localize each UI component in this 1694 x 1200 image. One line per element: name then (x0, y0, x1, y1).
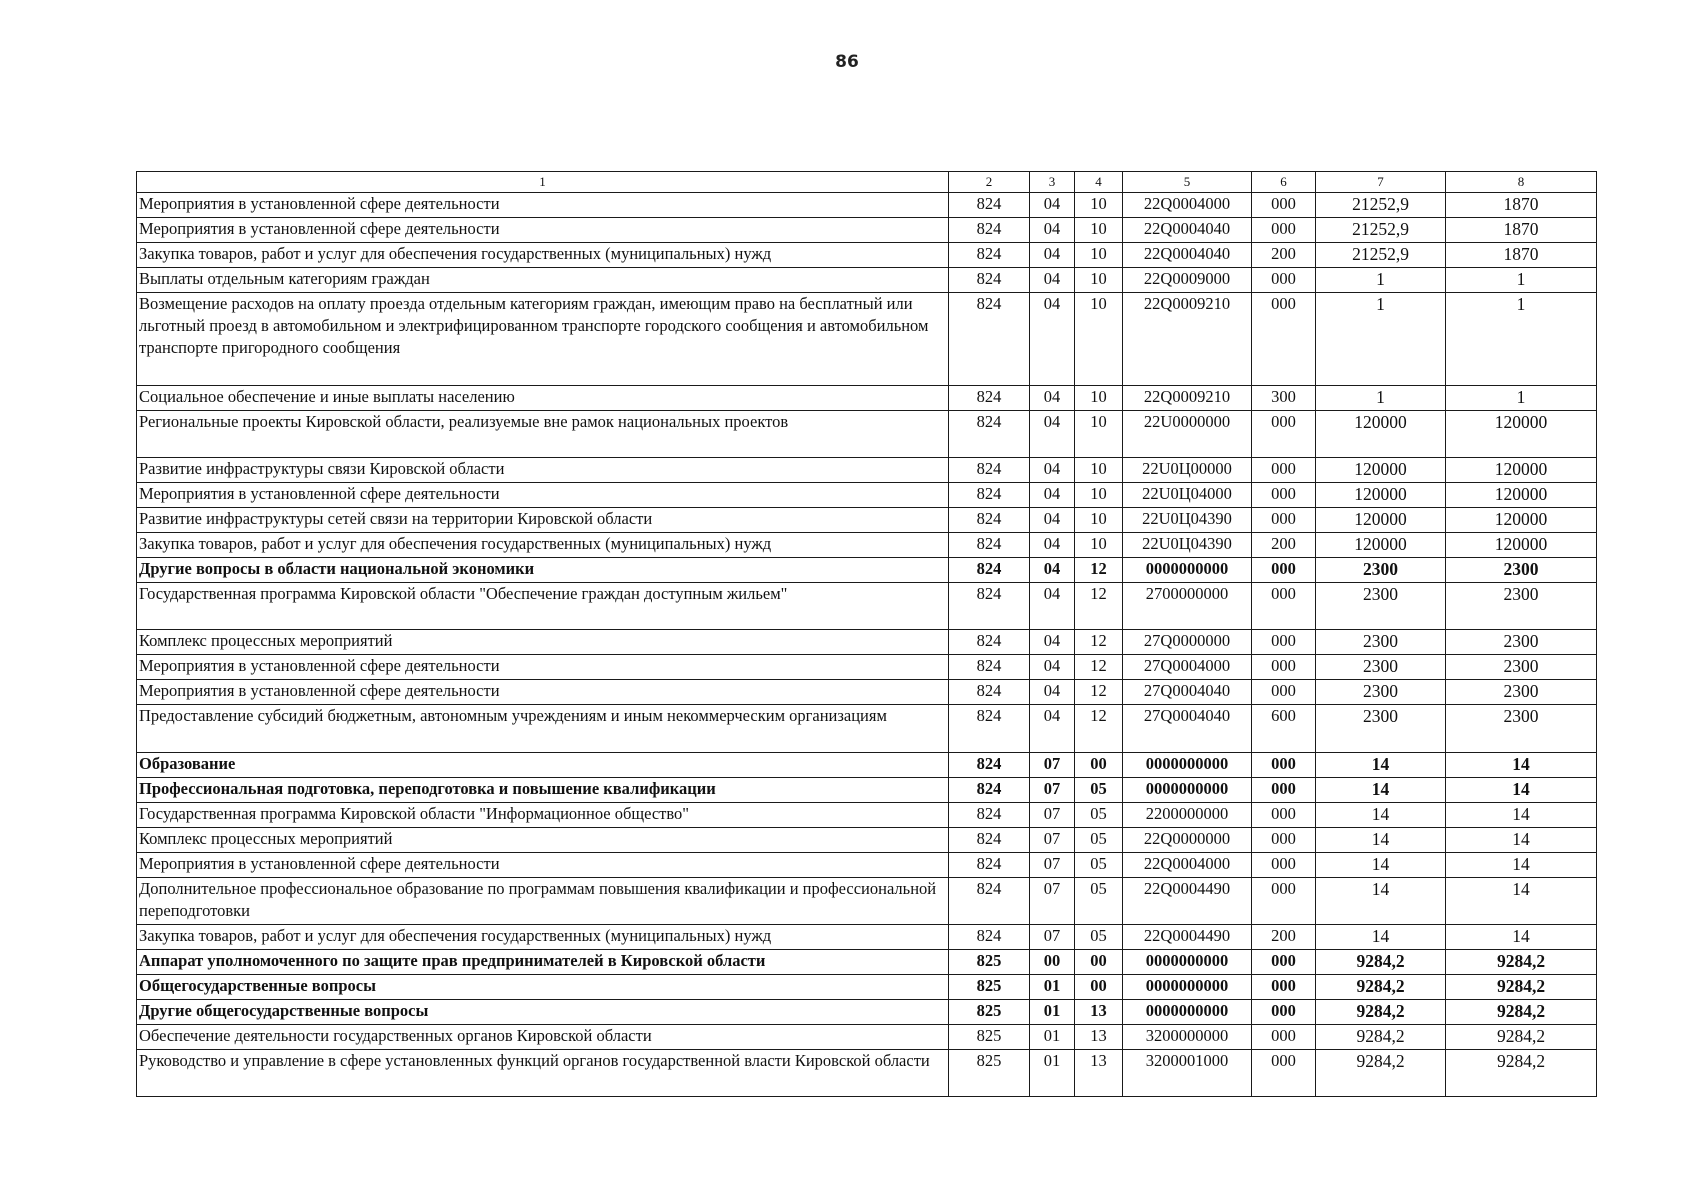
amount-col8: 120000 (1446, 411, 1597, 458)
header-cell-6: 6 (1252, 172, 1316, 193)
row-name: Мероприятия в установленной сфере деятельности (137, 218, 949, 243)
target-article-code: 22Q0004040 (1123, 243, 1252, 268)
subsection-code: 00 (1075, 975, 1123, 1000)
subsection-code: 10 (1075, 386, 1123, 411)
subsection-code: 05 (1075, 828, 1123, 853)
target-article-code: 22Q0004000 (1123, 193, 1252, 218)
amount-col7: 21252,9 (1316, 193, 1446, 218)
section-code: 04 (1030, 193, 1075, 218)
table-row (137, 950, 1597, 975)
ministry-code: 824 (949, 411, 1030, 458)
table-row (137, 411, 1597, 458)
subsection-code: 00 (1075, 950, 1123, 975)
amount-col8: 2300 (1446, 680, 1597, 705)
expense-type-code: 000 (1252, 630, 1316, 655)
table-row (137, 218, 1597, 243)
table-row (137, 803, 1597, 828)
table-row (137, 630, 1597, 655)
row-name: Обеспечение деятельности государственных органов Кировской области (137, 1025, 949, 1050)
section-code: 04 (1030, 411, 1075, 458)
expense-type-code: 000 (1252, 803, 1316, 828)
table-row (137, 533, 1597, 558)
section-code: 07 (1030, 753, 1075, 778)
ministry-code: 824 (949, 878, 1030, 925)
row-name: Закупка товаров, работ и услуг для обеспечения государственных (муниципальных) нужд (137, 533, 949, 558)
amount-col7: 1 (1316, 386, 1446, 411)
section-code: 04 (1030, 483, 1075, 508)
target-article-code: 0000000000 (1123, 778, 1252, 803)
row-name: Руководство и управление в сфере установленных функций органов государственной власти Кировской области (137, 1050, 949, 1097)
subsection-code: 12 (1075, 630, 1123, 655)
expense-type-code: 000 (1252, 853, 1316, 878)
section-code: 01 (1030, 975, 1075, 1000)
expense-type-code: 000 (1252, 828, 1316, 853)
expense-type-code: 000 (1252, 1050, 1316, 1097)
table-row (137, 1000, 1597, 1025)
ministry-code: 824 (949, 583, 1030, 630)
table-row (137, 243, 1597, 268)
ministry-code: 824 (949, 533, 1030, 558)
table-row (137, 483, 1597, 508)
row-name: Социальное обеспечение и иные выплаты населению (137, 386, 949, 411)
amount-col8: 2300 (1446, 705, 1597, 753)
amount-col8: 1870 (1446, 243, 1597, 268)
amount-col7: 2300 (1316, 630, 1446, 655)
amount-col7: 14 (1316, 828, 1446, 853)
section-code: 04 (1030, 583, 1075, 630)
section-code: 04 (1030, 655, 1075, 680)
page-number: 86 (835, 52, 859, 72)
target-article-code: 22Q0004040 (1123, 218, 1252, 243)
subsection-code: 10 (1075, 533, 1123, 558)
row-name: Региональные проекты Кировской области, реализуемые вне рамок национальных проектов (137, 411, 949, 458)
amount-col8: 2300 (1446, 655, 1597, 680)
table-row (137, 853, 1597, 878)
amount-col7: 1 (1316, 293, 1446, 386)
table-row (137, 386, 1597, 411)
row-name: Закупка товаров, работ и услуг для обеспечения государственных (муниципальных) нужд (137, 925, 949, 950)
ministry-code: 824 (949, 853, 1030, 878)
amount-col7: 9284,2 (1316, 1025, 1446, 1050)
row-name: Профессиональная подготовка, переподготовка и повышение квалификации (137, 778, 949, 803)
row-name: Мероприятия в установленной сфере деятельности (137, 655, 949, 680)
amount-col7: 120000 (1316, 411, 1446, 458)
amount-col8: 1870 (1446, 218, 1597, 243)
amount-col8: 14 (1446, 778, 1597, 803)
subsection-code: 10 (1075, 508, 1123, 533)
section-code: 07 (1030, 778, 1075, 803)
ministry-code: 824 (949, 386, 1030, 411)
amount-col7: 14 (1316, 878, 1446, 925)
expense-type-code: 200 (1252, 925, 1316, 950)
ministry-code: 824 (949, 828, 1030, 853)
amount-col7: 2300 (1316, 583, 1446, 630)
row-name: Образование (137, 753, 949, 778)
subsection-code: 10 (1075, 193, 1123, 218)
row-name: Комплекс процессных мероприятий (137, 828, 949, 853)
section-code: 04 (1030, 533, 1075, 558)
header-cell-7: 7 (1316, 172, 1446, 193)
table-row (137, 753, 1597, 778)
header-cell-2: 2 (949, 172, 1030, 193)
amount-col8: 1 (1446, 293, 1597, 386)
subsection-code: 10 (1075, 458, 1123, 483)
target-article-code: 22U0Ц04390 (1123, 508, 1252, 533)
ministry-code: 825 (949, 975, 1030, 1000)
row-name: Мероприятия в установленной сфере деятельности (137, 483, 949, 508)
amount-col8: 14 (1446, 828, 1597, 853)
section-code: 01 (1030, 1000, 1075, 1025)
section-code: 07 (1030, 925, 1075, 950)
amount-col8: 120000 (1446, 483, 1597, 508)
expense-type-code: 000 (1252, 878, 1316, 925)
subsection-code: 10 (1075, 293, 1123, 386)
table-row (137, 268, 1597, 293)
ministry-code: 824 (949, 803, 1030, 828)
amount-col8: 9284,2 (1446, 1050, 1597, 1097)
row-name: Государственная программа Кировской области "Информационное общество" (137, 803, 949, 828)
target-article-code: 3200000000 (1123, 1025, 1252, 1050)
table-row (137, 508, 1597, 533)
subsection-code: 10 (1075, 218, 1123, 243)
amount-col8: 120000 (1446, 508, 1597, 533)
expense-type-code: 000 (1252, 778, 1316, 803)
target-article-code: 0000000000 (1123, 950, 1252, 975)
ministry-code: 825 (949, 1025, 1030, 1050)
row-name: Развитие инфраструктуры связи Кировской области (137, 458, 949, 483)
ministry-code: 824 (949, 778, 1030, 803)
expense-type-code: 000 (1252, 655, 1316, 680)
subsection-code: 05 (1075, 803, 1123, 828)
amount-col8: 1 (1446, 268, 1597, 293)
table-row (137, 655, 1597, 680)
amount-col7: 21252,9 (1316, 218, 1446, 243)
ministry-code: 824 (949, 508, 1030, 533)
table-row (137, 1025, 1597, 1050)
expense-type-code: 000 (1252, 950, 1316, 975)
table-row (137, 680, 1597, 705)
ministry-code: 824 (949, 268, 1030, 293)
ministry-code: 824 (949, 218, 1030, 243)
section-code: 04 (1030, 386, 1075, 411)
ministry-code: 825 (949, 1000, 1030, 1025)
target-article-code: 22Q0009000 (1123, 268, 1252, 293)
amount-col7: 120000 (1316, 533, 1446, 558)
target-article-code: 22Q0004490 (1123, 878, 1252, 925)
row-name: Комплекс процессных мероприятий (137, 630, 949, 655)
amount-col7: 2300 (1316, 655, 1446, 680)
subsection-code: 12 (1075, 558, 1123, 583)
section-code: 04 (1030, 558, 1075, 583)
budget-table (136, 171, 1597, 1097)
section-code: 04 (1030, 458, 1075, 483)
ministry-code: 824 (949, 193, 1030, 218)
amount-col7: 2300 (1316, 680, 1446, 705)
section-code: 04 (1030, 508, 1075, 533)
target-article-code: 22Q0004000 (1123, 853, 1252, 878)
subsection-code: 10 (1075, 268, 1123, 293)
amount-col7: 1 (1316, 268, 1446, 293)
row-name: Мероприятия в установленной сфере деятельности (137, 680, 949, 705)
expense-type-code: 000 (1252, 508, 1316, 533)
section-code: 04 (1030, 218, 1075, 243)
ministry-code: 824 (949, 753, 1030, 778)
ministry-code: 824 (949, 680, 1030, 705)
expense-type-code: 200 (1252, 533, 1316, 558)
amount-col8: 14 (1446, 925, 1597, 950)
amount-col8: 14 (1446, 803, 1597, 828)
expense-type-code: 000 (1252, 483, 1316, 508)
expense-type-code: 300 (1252, 386, 1316, 411)
subsection-code: 12 (1075, 655, 1123, 680)
amount-col8: 1870 (1446, 193, 1597, 218)
amount-col8: 2300 (1446, 630, 1597, 655)
expense-type-code: 000 (1252, 975, 1316, 1000)
table-row (137, 583, 1597, 630)
table-header (137, 172, 1597, 193)
amount-col7: 9284,2 (1316, 1000, 1446, 1025)
ministry-code: 824 (949, 705, 1030, 753)
expense-type-code: 000 (1252, 268, 1316, 293)
target-article-code: 0000000000 (1123, 1000, 1252, 1025)
target-article-code: 2200000000 (1123, 803, 1252, 828)
amount-col7: 120000 (1316, 483, 1446, 508)
subsection-code: 05 (1075, 878, 1123, 925)
section-code: 04 (1030, 630, 1075, 655)
subsection-code: 10 (1075, 411, 1123, 458)
expense-type-code: 000 (1252, 1000, 1316, 1025)
table-row (137, 1050, 1597, 1097)
ministry-code: 824 (949, 293, 1030, 386)
row-name: Государственная программа Кировской области "Обеспечение граждан доступным жильем" (137, 583, 949, 630)
target-article-code: 22Q0000000 (1123, 828, 1252, 853)
amount-col8: 9284,2 (1446, 1025, 1597, 1050)
row-name: Другие общегосударственные вопросы (137, 1000, 949, 1025)
row-name: Закупка товаров, работ и услуг для обеспечения государственных (муниципальных) нужд (137, 243, 949, 268)
amount-col8: 14 (1446, 878, 1597, 925)
header-cell-3: 3 (1030, 172, 1075, 193)
section-code: 07 (1030, 828, 1075, 853)
row-name: Мероприятия в установленной сфере деятельности (137, 853, 949, 878)
subsection-code: 05 (1075, 925, 1123, 950)
section-code: 04 (1030, 293, 1075, 386)
target-article-code: 22U0000000 (1123, 411, 1252, 458)
ministry-code: 824 (949, 630, 1030, 655)
section-code: 01 (1030, 1025, 1075, 1050)
row-name: Мероприятия в установленной сфере деятельности (137, 193, 949, 218)
amount-col8: 14 (1446, 853, 1597, 878)
target-article-code: 0000000000 (1123, 975, 1252, 1000)
table-row (137, 828, 1597, 853)
target-article-code: 27Q0004000 (1123, 655, 1252, 680)
target-article-code: 27Q0004040 (1123, 705, 1252, 753)
subsection-code: 10 (1075, 243, 1123, 268)
subsection-code: 00 (1075, 753, 1123, 778)
target-article-code: 27Q0000000 (1123, 630, 1252, 655)
table-row (137, 293, 1597, 386)
target-article-code: 22U0Ц04390 (1123, 533, 1252, 558)
target-article-code: 0000000000 (1123, 753, 1252, 778)
target-article-code: 22U0Ц00000 (1123, 458, 1252, 483)
ministry-code: 824 (949, 558, 1030, 583)
row-name: Дополнительное профессиональное образование по программам повышения квалификации и профессиональной переподготовки (137, 878, 949, 925)
section-code: 04 (1030, 680, 1075, 705)
amount-col8: 9284,2 (1446, 1000, 1597, 1025)
target-article-code: 22Q0009210 (1123, 386, 1252, 411)
expense-type-code: 000 (1252, 680, 1316, 705)
amount-col7: 14 (1316, 853, 1446, 878)
header-cell-1: 1 (137, 172, 949, 193)
amount-col7: 9284,2 (1316, 975, 1446, 1000)
table-row (137, 458, 1597, 483)
expense-type-code: 000 (1252, 558, 1316, 583)
section-code: 04 (1030, 268, 1075, 293)
amount-col8: 14 (1446, 753, 1597, 778)
table-row (137, 705, 1597, 753)
amount-col7: 120000 (1316, 458, 1446, 483)
row-name: Выплаты отдельным категориям граждан (137, 268, 949, 293)
amount-col8: 9284,2 (1446, 975, 1597, 1000)
amount-col7: 21252,9 (1316, 243, 1446, 268)
ministry-code: 824 (949, 458, 1030, 483)
table-row (137, 878, 1597, 925)
target-article-code: 22Q0004490 (1123, 925, 1252, 950)
row-name: Предоставление субсидий бюджетным, автономным учреждениям и иным некоммерческим организациям (137, 705, 949, 753)
amount-col8: 120000 (1446, 458, 1597, 483)
row-name: Аппарат уполномоченного по защите прав предпринимателей в Кировской области (137, 950, 949, 975)
amount-col7: 2300 (1316, 705, 1446, 753)
expense-type-code: 000 (1252, 411, 1316, 458)
ministry-code: 824 (949, 483, 1030, 508)
expense-type-code: 200 (1252, 243, 1316, 268)
section-code: 04 (1030, 243, 1075, 268)
subsection-code: 12 (1075, 680, 1123, 705)
expense-type-code: 000 (1252, 458, 1316, 483)
section-code: 01 (1030, 1050, 1075, 1097)
ministry-code: 824 (949, 243, 1030, 268)
target-article-code: 2700000000 (1123, 583, 1252, 630)
header-cell-4: 4 (1075, 172, 1123, 193)
target-article-code: 22Q0009210 (1123, 293, 1252, 386)
row-name: Возмещение расходов на оплату проезда отдельным категориям граждан, имеющим право на бесплатный или льготный проезд в автомобильном и электрифицированном транспорте городского сообщения и автомобильном транспорте пригородного сообщения (137, 293, 949, 386)
amount-col8: 2300 (1446, 558, 1597, 583)
header-cell-8: 8 (1446, 172, 1597, 193)
subsection-code: 12 (1075, 583, 1123, 630)
expense-type-code: 000 (1252, 293, 1316, 386)
expense-type-code: 000 (1252, 193, 1316, 218)
amount-col7: 9284,2 (1316, 950, 1446, 975)
section-code: 04 (1030, 705, 1075, 753)
amount-col7: 14 (1316, 925, 1446, 950)
section-code: 07 (1030, 878, 1075, 925)
amount-col7: 120000 (1316, 508, 1446, 533)
table-row (137, 925, 1597, 950)
subsection-code: 05 (1075, 778, 1123, 803)
target-article-code: 3200001000 (1123, 1050, 1252, 1097)
table-row (137, 778, 1597, 803)
row-name: Другие вопросы в области национальной экономики (137, 558, 949, 583)
section-code: 00 (1030, 950, 1075, 975)
expense-type-code: 000 (1252, 218, 1316, 243)
amount-col7: 14 (1316, 753, 1446, 778)
subsection-code: 05 (1075, 853, 1123, 878)
amount-col8: 120000 (1446, 533, 1597, 558)
subsection-code: 12 (1075, 705, 1123, 753)
amount-col8: 1 (1446, 386, 1597, 411)
amount-col7: 14 (1316, 803, 1446, 828)
table-body (137, 193, 1597, 1097)
ministry-code: 825 (949, 950, 1030, 975)
amount-col8: 9284,2 (1446, 950, 1597, 975)
expense-type-code: 000 (1252, 583, 1316, 630)
table-row (137, 193, 1597, 218)
table-row (137, 558, 1597, 583)
ministry-code: 825 (949, 1050, 1030, 1097)
header-cell-5: 5 (1123, 172, 1252, 193)
row-name: Общегосударственные вопросы (137, 975, 949, 1000)
table-row (137, 975, 1597, 1000)
target-article-code: 22U0Ц04000 (1123, 483, 1252, 508)
subsection-code: 13 (1075, 1025, 1123, 1050)
amount-col8: 2300 (1446, 583, 1597, 630)
subsection-code: 10 (1075, 483, 1123, 508)
expense-type-code: 000 (1252, 1025, 1316, 1050)
target-article-code: 0000000000 (1123, 558, 1252, 583)
expense-type-code: 600 (1252, 705, 1316, 753)
target-article-code: 27Q0004040 (1123, 680, 1252, 705)
amount-col7: 2300 (1316, 558, 1446, 583)
subsection-code: 13 (1075, 1050, 1123, 1097)
ministry-code: 824 (949, 925, 1030, 950)
ministry-code: 824 (949, 655, 1030, 680)
amount-col7: 14 (1316, 778, 1446, 803)
section-code: 07 (1030, 803, 1075, 828)
row-name: Развитие инфраструктуры сетей связи на территории Кировской области (137, 508, 949, 533)
amount-col7: 9284,2 (1316, 1050, 1446, 1097)
header-row (137, 172, 1597, 193)
subsection-code: 13 (1075, 1000, 1123, 1025)
expense-type-code: 000 (1252, 753, 1316, 778)
section-code: 07 (1030, 853, 1075, 878)
